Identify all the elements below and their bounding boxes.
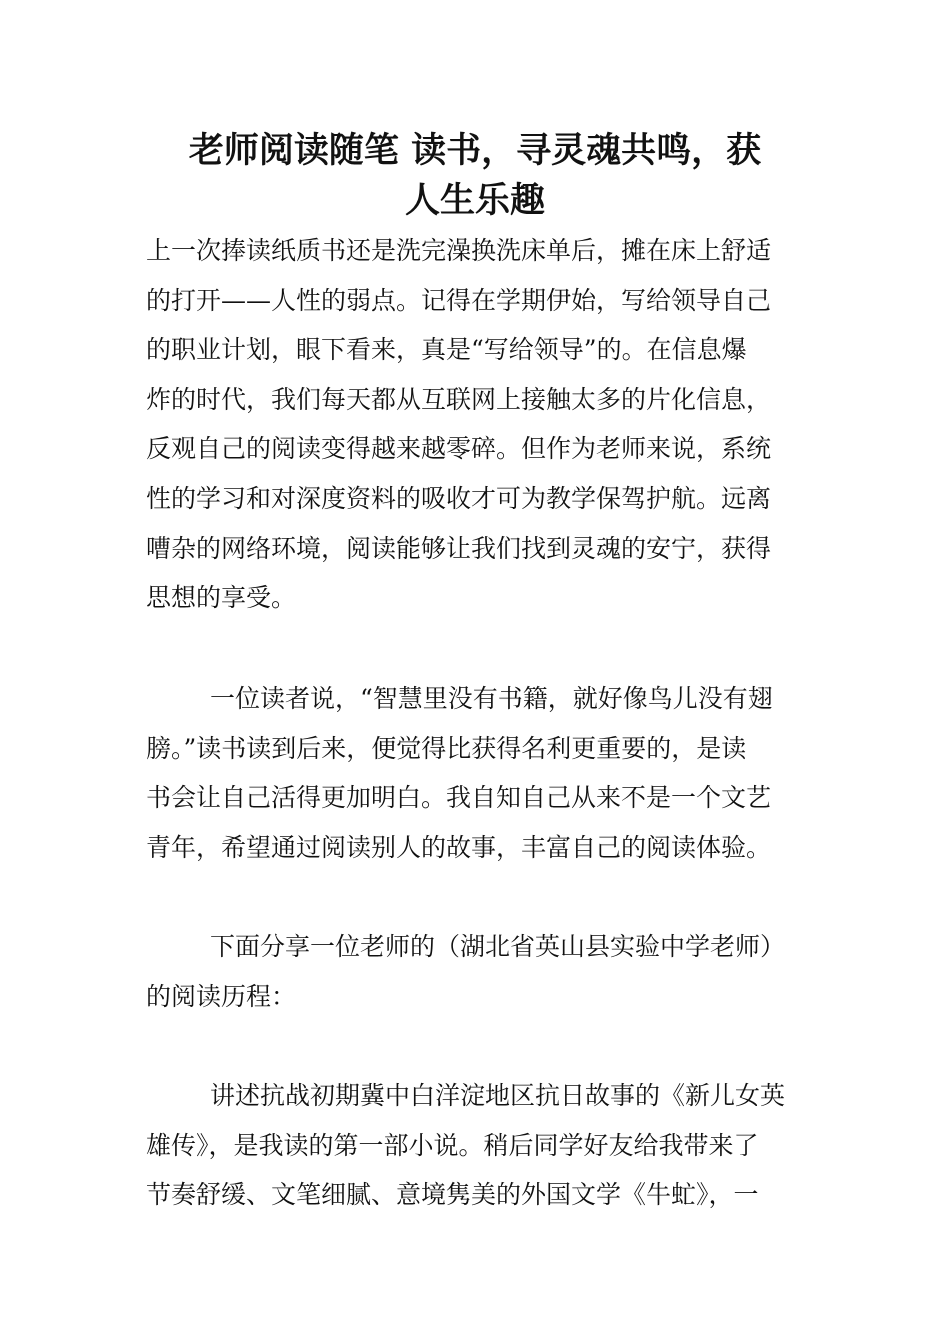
paragraph-line: 膀。”读书读到后来，便觉得比获得名利更重要的，是读	[146, 733, 747, 763]
paragraph-line: 反观自己的阅读变得越来越零碎。但作为老师来说，系统	[146, 434, 772, 464]
paragraph-line: 青年，希望通过阅读别人的故事，丰富自己的阅读体验。	[146, 832, 772, 862]
paragraph-line: 的阅读历程：	[146, 981, 297, 1011]
paragraph-line: 一位读者说，“智慧里没有书籍，就好像鸟儿没有翅	[210, 684, 773, 713]
paragraph-line: 嘈杂的网络环境，阅读能够让我们找到灵魂的安宁，获得	[146, 533, 772, 563]
paragraph-3	[146, 922, 808, 1021]
paragraph-line: 书会让自己活得更加明白。我自知自己从来不是一个文艺	[146, 783, 772, 813]
paragraph-line: 性的学习和对深度资料的吸收才可为教学保驾护航。远离	[146, 483, 772, 513]
paragraph-line: 讲述抗战初期冀中白洋淀地区抗日故事的《新儿女英	[210, 1081, 786, 1110]
paragraph-line: 上一次捧读纸质书还是洗完澡换洗床单后，摊在床上舒适	[146, 236, 772, 265]
paragraph-line: 思想的享受。	[146, 583, 297, 613]
paragraph-line: 的职业计划，眼下看来，真是“写给领导”的。在信息爆	[146, 335, 747, 365]
paragraph-2	[146, 674, 808, 872]
document-title-line-1: 老师阅读随笔 读书，寻灵魂共鸣，获	[188, 131, 762, 171]
document-title-line-2: 人生乐趣	[404, 181, 545, 221]
paragraph-1	[146, 226, 808, 623]
paragraph-4	[146, 1071, 808, 1220]
paragraph-line: 的打开——人性的弱点。记得在学期伊始，写给领导自己	[146, 285, 772, 315]
paragraph-line: 下面分享一位老师的（湖北省英山县实验中学老师）	[210, 932, 786, 961]
paragraph-line: 节奏舒缓、文笔细腻、意境隽美的外国文学《牛虻》，一	[146, 1180, 759, 1210]
paragraph-line: 雄传》，是我读的第一部小说。稍后同学好友给我带来了	[146, 1130, 759, 1160]
paragraph-line: 炸的时代，我们每天都从互联网上接触太多的片化信息，	[146, 384, 772, 414]
